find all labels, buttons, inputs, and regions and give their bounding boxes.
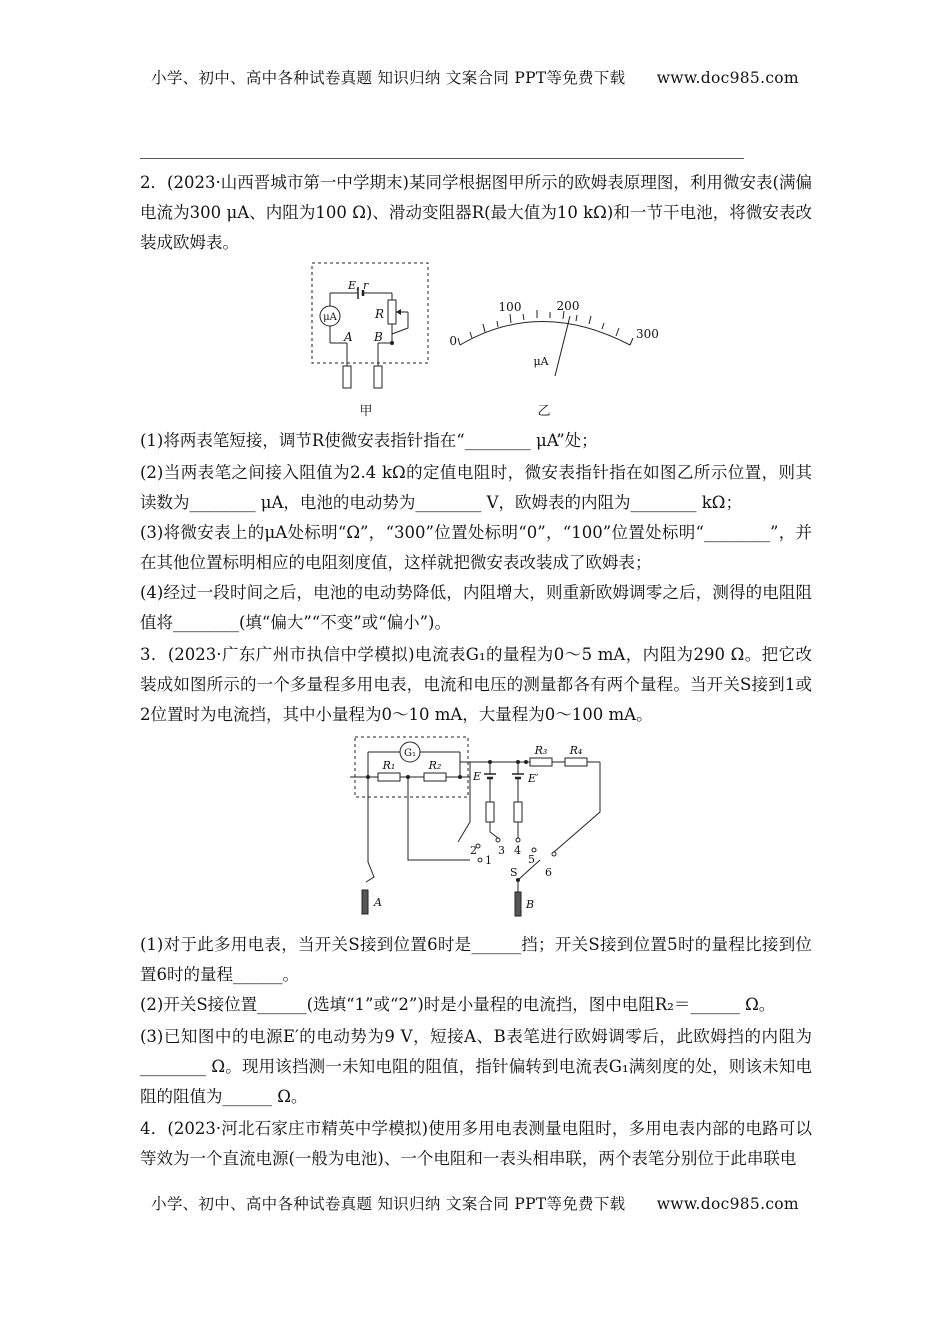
terminal-b-label: B bbox=[374, 330, 383, 344]
scale-tick-label: 300 bbox=[636, 327, 659, 341]
resistor-icon bbox=[530, 758, 552, 766]
contact-label: 2 bbox=[470, 844, 477, 857]
rheostat-icon bbox=[486, 802, 494, 822]
q4-stem: 4．(2023·河北石家庄市精英中学模拟)使用多用电表测量电阻时，多用电表内部的电路可以等效为一个直流电源(一般为电池)、一个电阻和一表头相串联，两个表笔分别位于此串联电 bbox=[140, 1119, 812, 1168]
scale-tick-label: 0 bbox=[449, 334, 457, 348]
q3-part-2: (2)开关S接位置______(选填“1”或“2”)时是小量程的电流挡，图中电阻R₂＝______ Ω。 bbox=[140, 995, 776, 1014]
contact-label: 5 bbox=[528, 853, 535, 866]
source-label: E bbox=[473, 770, 482, 783]
scale-tick-label: 100 bbox=[498, 300, 522, 314]
page-header bbox=[0, 66, 950, 88]
q3-figure bbox=[340, 732, 640, 922]
resistor-label: R₃ bbox=[534, 744, 548, 757]
source-label: E, r bbox=[348, 279, 369, 292]
q2-part-2: (2)当两表笔之间接入阻值为2.4 kΩ的定值电阻时，微安表指针指在如图乙所示位置，则其读数为________ μA，电池的电动势为________ V，欧姆表的内阻为________ kΩ； bbox=[140, 463, 812, 512]
source-label: E′ bbox=[528, 772, 539, 785]
q2-stem: 2．(2023·山西晋城市第一中学期末)某同学根据图甲所示的欧姆表原理图，利用微安表(满偏电流为300 μA、内阻为100 Ω)、滑动变阻器R(最大值为10 kΩ)和一节干电池，将微安表改装成欧姆表。 bbox=[140, 173, 812, 252]
page-footer bbox=[0, 1192, 950, 1214]
probe-b-icon bbox=[515, 892, 521, 916]
footer-site: www.doc985.com bbox=[656, 1195, 799, 1213]
footer-text: 小学、初中、高中各种试卷真题 知识归纳 文案合同 PPT等免费下载 bbox=[151, 1195, 626, 1213]
q3-part-3: (3)已知图中的电源E′的电动势为9 V，短接A、B表笔进行欧姆调零后，此欧姆挡的内阻为________ Ω。现用该挡测一未知电阻的阻值，指针偏转到电流表G₁满刻度的处，则该未知电阻的阻值为______ Ω。 bbox=[140, 1027, 812, 1106]
contact-label: 4 bbox=[514, 844, 521, 857]
resistor-label: R₂ bbox=[428, 759, 442, 772]
q3-part-1: (1)对于此多用电表，当开关S接到位置6时是______挡；开关S接到位置5时的量程比接到位置6时的量程______。 bbox=[140, 935, 812, 984]
resistor-icon bbox=[378, 773, 400, 781]
ohmmeter-schematic bbox=[312, 263, 428, 419]
scale-tick-label: 200 bbox=[556, 299, 580, 313]
switch-label: S bbox=[510, 866, 518, 879]
contact-label: 1 bbox=[485, 854, 492, 867]
q2-figure bbox=[300, 258, 660, 423]
contact-label: 6 bbox=[545, 866, 552, 879]
probe-a-icon bbox=[343, 366, 351, 388]
probe-a-label: A bbox=[374, 896, 382, 909]
meter-needle bbox=[555, 316, 570, 376]
contact-label: 3 bbox=[498, 844, 505, 857]
rheostat-label: R bbox=[375, 307, 385, 321]
meter-dial bbox=[449, 299, 659, 419]
figure-label-jia: 甲 bbox=[359, 404, 373, 419]
q2-part-4: (4)经过一段时间之后，电池的电动势降低，内阻增大，则重新欧姆调零之后，测得的电阻阻值将________(填“偏大”“不变”或“偏小”)。 bbox=[140, 583, 812, 632]
probe-b-label: B bbox=[526, 898, 535, 911]
resistor-icon bbox=[565, 758, 587, 766]
header-divider bbox=[140, 158, 744, 159]
q3-stem: 3．(2023·广东广州市执信中学模拟)电流表G₁的量程为0～5 mA，内阻为290 Ω。把它改装成如图所示的一个多量程多用电表，电流和电压的测量都各有两个量程。当开关S接到1或2位置时为电流挡，其中小量程为0～10 mA，大量程为0～100 mA。 bbox=[140, 645, 812, 724]
rheostat-icon bbox=[514, 802, 522, 822]
resistor-label: R₁ bbox=[382, 759, 396, 772]
q2-part-3: (3)将微安表上的μA处标明“Ω”，“300”位置处标明“0”，“100”位置处标明“________”，并在其他位置标明相应的电阻刻度值，这样就把微安表改装成了欧姆表； bbox=[140, 523, 812, 572]
q2-part-1: (1)将两表笔短接，调节R使微安表指针指在“________ μA”处； bbox=[140, 431, 598, 450]
meter-label: μA bbox=[323, 312, 337, 323]
resistor-label: R₄ bbox=[569, 744, 583, 757]
terminal-a-label: A bbox=[344, 330, 353, 344]
header-text: 小学、初中、高中各种试卷真题 知识归纳 文案合同 PPT等免费下载 bbox=[151, 69, 626, 87]
rheostat-icon bbox=[388, 300, 396, 324]
dial-unit-label: μA bbox=[533, 355, 549, 368]
galvanometer-label: G₁ bbox=[404, 748, 416, 759]
probe-b-icon bbox=[374, 366, 382, 388]
header-site: www.doc985.com bbox=[656, 69, 799, 87]
probe-a-icon bbox=[362, 890, 368, 914]
resistor-icon bbox=[424, 773, 446, 781]
figure-label-yi: 乙 bbox=[537, 404, 551, 419]
